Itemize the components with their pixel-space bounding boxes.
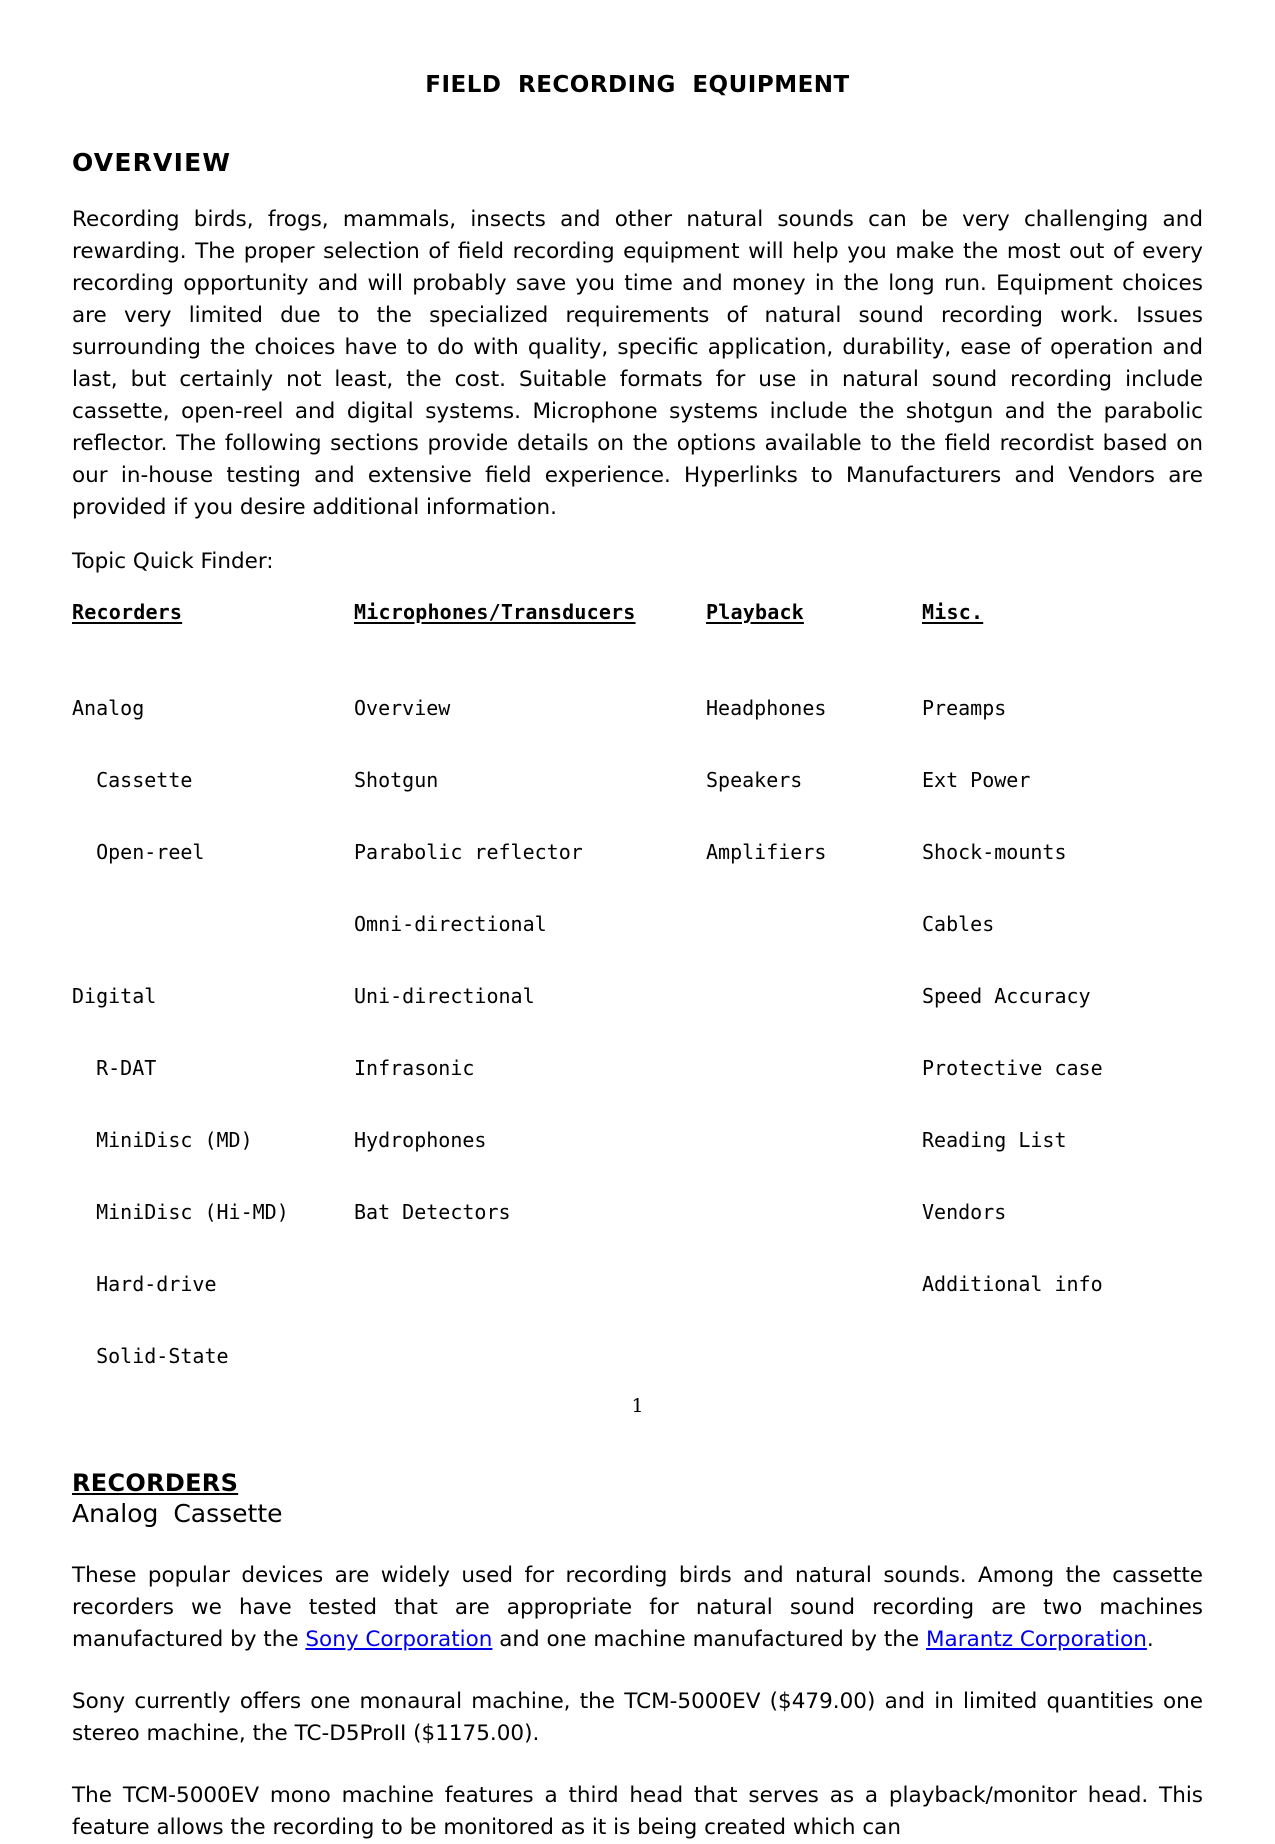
quick-finder-item[interactable]: Hard-drive [72, 1271, 217, 1296]
quick-finder-item[interactable]: Ext Power [922, 767, 1031, 792]
quick-finder-item[interactable]: Cables [922, 911, 995, 936]
spacer [72, 1656, 1203, 1686]
quick-finder-item[interactable]: Infrasonic [354, 1055, 475, 1080]
paragraph-text: and one machine manufactured by the [492, 1627, 926, 1653]
quick-finder-item [706, 1200, 922, 1224]
quick-finder-item[interactable]: Overview [354, 695, 451, 720]
quick-finder-column-microphones [354, 648, 706, 1416]
quick-finder-item[interactable]: MiniDisc (MD) [72, 1127, 253, 1152]
link-marantz-corporation[interactable]: Marantz Corporation [926, 1627, 1147, 1653]
quick-finder-item[interactable]: Cassette [72, 767, 193, 792]
quick-finder-item[interactable]: Preamps [922, 695, 1007, 720]
paragraph-text: . [1146, 1627, 1154, 1653]
quick-finder-column-header-playback: Playback [706, 599, 804, 624]
quick-finder-item[interactable]: Protective case [922, 1055, 1103, 1080]
quick-finder-item [706, 1056, 922, 1080]
quick-finder-item [706, 1344, 922, 1368]
quick-finder-item [706, 1128, 922, 1152]
quick-finder-item[interactable]: Reading List [922, 1127, 1067, 1152]
spacer [72, 1530, 1203, 1560]
section-heading-recorders: RECORDERS [72, 1468, 239, 1497]
quick-finder-item[interactable]: Open-reel [72, 839, 205, 864]
quick-finder-column-playback [706, 648, 922, 1416]
quick-finder-item[interactable]: R-DAT [72, 1055, 157, 1080]
paragraph-text: These popular devices are widely used for recording birds and natural sounds. Among the cassette recorders we have tested that are appropriate for natural sound recording are two machines manufactured by the [72, 1563, 1203, 1653]
quick-finder-item[interactable]: Bat Detectors [354, 1199, 511, 1224]
topic-quick-finder-table [72, 600, 1203, 1416]
quick-finder-item [354, 1344, 706, 1368]
quick-finder-item [72, 912, 354, 936]
quick-finder-item[interactable]: Amplifiers [706, 839, 827, 864]
quick-finder-item [706, 912, 922, 936]
spacer [72, 1750, 1203, 1780]
quick-finder-item[interactable]: Parabolic reflector [354, 839, 583, 864]
quick-finder-item [706, 984, 922, 1008]
spacer [72, 524, 1203, 546]
quick-finder-item[interactable]: Speakers [706, 767, 803, 792]
quick-finder-item[interactable]: Headphones [706, 695, 827, 720]
analog-cassette-paragraph-2: Sony currently offers one monaural machine, the TCM-5000EV ($479.00) and in limited quantities one stereo machine, the TC-D5ProII ($1175.00). [72, 1689, 1203, 1747]
page-number: 1 [631, 1395, 644, 1417]
overview-paragraph: Recording birds, frogs, mammals, insects and other natural sounds can be very challenging and rewarding. The proper selection of field recording equipment will help you make the most out of every recording opportunity and will probably save you time and money in the long run. Equipment choices are very limited due to the specialized requirements of natural sound recording work. Issues surrounding the choices have to do with quality, specific application, durability, ease of operation and last, but certainly not least, the cost. Suitable formats for use in natural sound recording include cassette, open-reel and digital systems. Microphone systems include the shotgun and the parabolic reflector. The following sections provide details on the options available to the field recordist based on our in-house testing and extensive field experience. Hyperlinks to Manufacturers and Vendors are provided if you desire additional information. [72, 206, 1203, 520]
page-title: FIELD RECORDING EQUIPMENT [425, 72, 850, 98]
spacer [72, 1416, 1203, 1468]
quick-finder-item[interactable]: Solid-State [72, 1343, 229, 1368]
quick-finder-item [922, 1344, 1203, 1368]
section-heading-overview: OVERVIEW [72, 147, 232, 177]
quick-finder-column-misc [922, 648, 1203, 1416]
quick-finder-item[interactable]: Uni-directional [354, 983, 535, 1008]
quick-finder-item[interactable]: Speed Accuracy [922, 983, 1091, 1008]
link-sony-corporation[interactable]: Sony Corporation [305, 1627, 493, 1653]
quick-finder-item[interactable]: Hydrophones [354, 1127, 487, 1152]
quick-finder-item[interactable]: Vendors [922, 1199, 1007, 1224]
quick-finder-item [706, 1272, 922, 1296]
quick-finder-item [354, 1272, 706, 1296]
quick-finder-item[interactable]: Shotgun [354, 767, 439, 792]
quick-finder-column-recorders [72, 648, 354, 1416]
quick-finder-item[interactable]: MiniDisc (Hi-MD) [72, 1199, 289, 1224]
quick-finder-item[interactable]: Digital [72, 983, 157, 1008]
quick-finder-item[interactable]: Omni-directional [354, 911, 547, 936]
quick-finder-label: Topic Quick Finder: [72, 548, 274, 574]
spacer [72, 178, 1203, 204]
analog-cassette-paragraph-1 [72, 1560, 1203, 1656]
subsection-heading-analog-cassette: Analog Cassette [72, 1498, 283, 1528]
quick-finder-column-header-recorders: Recorders [72, 599, 183, 624]
analog-cassette-paragraph-3: The TCM-5000EV mono machine features a third head that serves as a playback/monitor head. This feature allows the recording to be monitored as it is being created which can [72, 1783, 1203, 1841]
quick-finder-column-header-misc: Misc. [922, 599, 984, 624]
quick-finder-column-header-microphones: Microphones/Transducers [354, 599, 636, 624]
quick-finder-item[interactable]: Shock-mounts [922, 839, 1067, 864]
quick-finder-item[interactable]: Analog [72, 695, 145, 720]
quick-finder-item[interactable]: Additional info [922, 1271, 1103, 1296]
